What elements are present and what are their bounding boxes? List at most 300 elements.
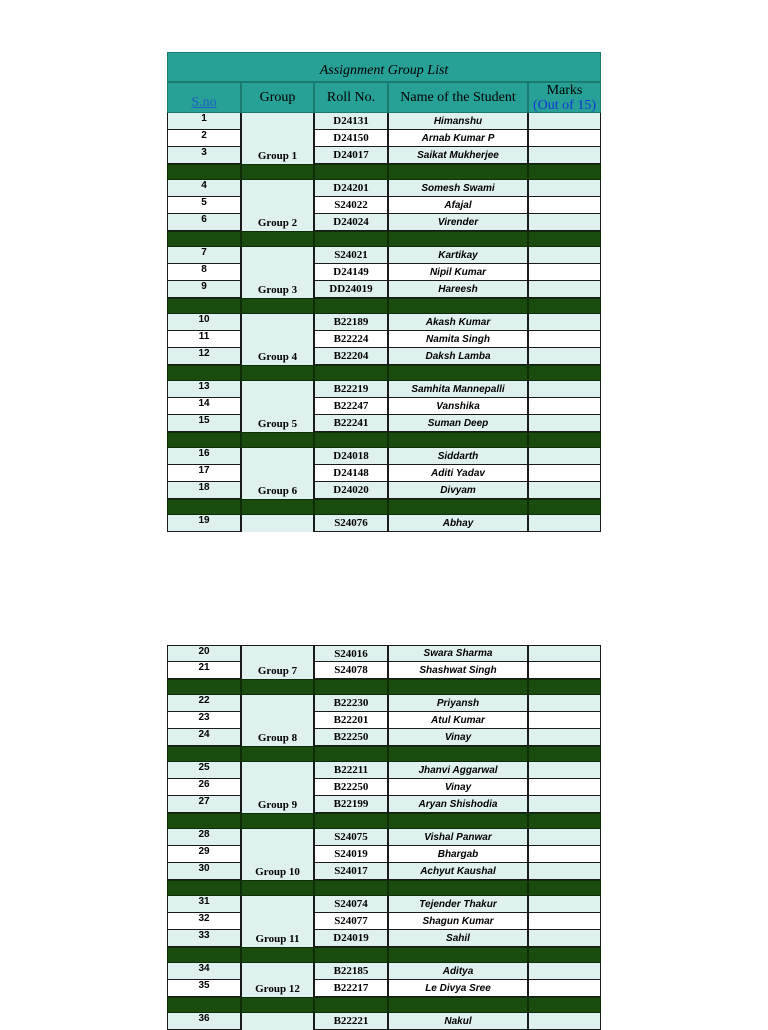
separator-cell [528, 365, 601, 381]
separator-cell [241, 746, 314, 762]
student-name-cell: Vanshika [388, 398, 528, 415]
table-row [167, 415, 601, 432]
roll-cell: B22219 [314, 381, 388, 398]
sno-cell: 28 [167, 829, 241, 846]
separator-cell [314, 947, 388, 963]
roll-cell: D24150 [314, 130, 388, 147]
table-row [167, 896, 601, 913]
group-separator [167, 679, 601, 695]
separator-cell [241, 231, 314, 247]
marks-cell[interactable] [528, 314, 601, 331]
roll-cell: B22250 [314, 729, 388, 746]
group-cell: Group 7 [241, 662, 314, 679]
group-cell [241, 829, 314, 846]
marks-cell[interactable] [528, 829, 601, 846]
separator-cell [241, 298, 314, 314]
group-cell [241, 465, 314, 482]
group-cell [241, 247, 314, 264]
marks-cell[interactable] [528, 448, 601, 465]
marks-cell[interactable] [528, 963, 601, 980]
separator-cell [241, 365, 314, 381]
sno-cell: 7 [167, 247, 241, 264]
roll-cell: B22211 [314, 762, 388, 779]
sno-cell: 27 [167, 796, 241, 813]
table-row [167, 214, 601, 231]
roll-cell: S24076 [314, 515, 388, 532]
student-name-cell: Jhanvi Aggarwal [388, 762, 528, 779]
table-row [167, 729, 601, 746]
table-row [167, 247, 601, 264]
separator-cell [388, 679, 528, 695]
group-separator [167, 164, 601, 180]
roll-cell: B22201 [314, 712, 388, 729]
table-row [167, 662, 601, 679]
roll-cell: B22230 [314, 695, 388, 712]
group-cell [241, 1013, 314, 1030]
marks-cell[interactable] [528, 662, 601, 679]
roll-cell: B22185 [314, 963, 388, 980]
table-row [167, 1013, 601, 1030]
table-row [167, 695, 601, 712]
roll-cell: D24024 [314, 214, 388, 231]
sno-cell: 26 [167, 779, 241, 796]
marks-cell[interactable] [528, 515, 601, 532]
marks-header-scale: (Out of 15) [533, 97, 596, 113]
student-name-cell: Shagun Kumar [388, 913, 528, 930]
group-header: Group [241, 82, 314, 113]
group-cell [241, 130, 314, 147]
roll-cell: D24017 [314, 147, 388, 164]
marks-cell[interactable] [528, 180, 601, 197]
student-name-cell: Nipil Kumar [388, 264, 528, 281]
student-name-cell: Priyansh [388, 695, 528, 712]
group-cell [241, 896, 314, 913]
sno-header[interactable]: S.no [167, 82, 241, 113]
roll-cell: D24148 [314, 465, 388, 482]
sno-cell: 11 [167, 331, 241, 348]
table-row [167, 515, 601, 532]
student-name-cell: Afajal [388, 197, 528, 214]
group-cell: Group 12 [241, 980, 314, 997]
separator-cell [241, 997, 314, 1013]
group-separator [167, 746, 601, 762]
sno-cell: 32 [167, 913, 241, 930]
sno-cell: 31 [167, 896, 241, 913]
separator-cell [528, 432, 601, 448]
separator-cell [528, 997, 601, 1013]
roll-cell: B22247 [314, 398, 388, 415]
student-name-cell: Saikat Mukherjee [388, 147, 528, 164]
separator-cell [241, 880, 314, 896]
separator-cell [167, 880, 241, 896]
table-row [167, 762, 601, 779]
table-row [167, 863, 601, 880]
student-name-cell: Aditya [388, 963, 528, 980]
roll-cell: S24021 [314, 247, 388, 264]
student-name-cell: Himanshu [388, 113, 528, 130]
separator-cell [241, 679, 314, 695]
separator-cell [167, 432, 241, 448]
student-name-cell: Sahil [388, 930, 528, 947]
separator-cell [388, 746, 528, 762]
roll-cell: B22241 [314, 415, 388, 432]
separator-cell [167, 997, 241, 1013]
group-cell: Group 3 [241, 281, 314, 298]
table-row [167, 930, 601, 947]
separator-cell [528, 813, 601, 829]
separator-cell [528, 231, 601, 247]
table-body [167, 113, 601, 532]
student-name-cell: Bhargab [388, 846, 528, 863]
marks-cell[interactable] [528, 913, 601, 930]
group-cell [241, 113, 314, 130]
student-name-cell: Swara Sharma [388, 645, 528, 662]
group-cell: Group 11 [241, 930, 314, 947]
table-row [167, 779, 601, 796]
separator-cell [167, 947, 241, 963]
separator-cell [241, 164, 314, 180]
marks-cell[interactable] [528, 846, 601, 863]
group-cell: Group 4 [241, 348, 314, 365]
table-row [167, 482, 601, 499]
sno-cell: 14 [167, 398, 241, 415]
student-name-cell: Aditi Yadav [388, 465, 528, 482]
sheet-title: Assignment Group List [167, 52, 601, 82]
student-name-cell: Divyam [388, 482, 528, 499]
table-row [167, 712, 601, 729]
sno-cell: 20 [167, 645, 241, 662]
roll-cell: S24022 [314, 197, 388, 214]
marks-cell[interactable] [528, 147, 601, 164]
student-name-cell: Tejender Thakur [388, 896, 528, 913]
marks-cell[interactable] [528, 482, 601, 499]
group-cell [241, 762, 314, 779]
roll-cell: B22224 [314, 331, 388, 348]
separator-cell [167, 298, 241, 314]
marks-cell[interactable] [528, 779, 601, 796]
marks-cell[interactable] [528, 712, 601, 729]
group-cell [241, 645, 314, 662]
table-row [167, 331, 601, 348]
marks-cell[interactable] [528, 695, 601, 712]
separator-cell [528, 880, 601, 896]
marks-cell[interactable] [528, 863, 601, 880]
group-cell [241, 712, 314, 729]
table-row [167, 348, 601, 365]
sno-cell: 10 [167, 314, 241, 331]
separator-cell [388, 997, 528, 1013]
separator-cell [167, 679, 241, 695]
separator-cell [528, 164, 601, 180]
table-row [167, 980, 601, 997]
marks-cell[interactable] [528, 130, 601, 147]
separator-cell [167, 231, 241, 247]
student-name-cell: Abhay [388, 515, 528, 532]
separator-cell [314, 432, 388, 448]
table-row [167, 465, 601, 482]
student-name-cell: Arnab Kumar P [388, 130, 528, 147]
separator-cell [388, 880, 528, 896]
group-cell: Group 2 [241, 214, 314, 231]
roll-cell: S24075 [314, 829, 388, 846]
separator-cell [314, 997, 388, 1013]
group-separator [167, 231, 601, 247]
separator-cell [314, 880, 388, 896]
table-row [167, 314, 601, 331]
table-row [167, 147, 601, 164]
student-name-cell: Namita Singh [388, 331, 528, 348]
marks-cell[interactable] [528, 415, 601, 432]
roll-cell: B22221 [314, 1013, 388, 1030]
sno-cell: 35 [167, 980, 241, 997]
separator-cell [528, 298, 601, 314]
sno-cell: 21 [167, 662, 241, 679]
marks-cell[interactable] [528, 465, 601, 482]
table-row [167, 645, 601, 662]
group-separator [167, 880, 601, 896]
separator-cell [388, 432, 528, 448]
table-row [167, 180, 601, 197]
marks-cell[interactable] [528, 980, 601, 997]
table-row [167, 130, 601, 147]
roll-cell: B22204 [314, 348, 388, 365]
table-row [167, 796, 601, 813]
group-cell: Group 8 [241, 729, 314, 746]
sno-cell: 24 [167, 729, 241, 746]
group-cell: Group 9 [241, 796, 314, 813]
group-list-page-2 [167, 645, 601, 1030]
student-name-cell: Siddarth [388, 448, 528, 465]
separator-cell [388, 813, 528, 829]
separator-cell [241, 432, 314, 448]
group-cell [241, 314, 314, 331]
group-cell: Group 5 [241, 415, 314, 432]
sno-cell: 17 [167, 465, 241, 482]
separator-cell [167, 813, 241, 829]
group-cell [241, 515, 314, 532]
group-cell [241, 264, 314, 281]
table-row [167, 264, 601, 281]
roll-cell: B22199 [314, 796, 388, 813]
roll-cell: B22189 [314, 314, 388, 331]
roll-cell: D24020 [314, 482, 388, 499]
group-cell [241, 197, 314, 214]
student-name-cell: Shashwat Singh [388, 662, 528, 679]
table-row [167, 381, 601, 398]
sno-cell: 36 [167, 1013, 241, 1030]
marks-cell[interactable] [528, 645, 601, 662]
table-body [167, 645, 601, 1030]
header-row [167, 82, 601, 113]
separator-cell [314, 813, 388, 829]
separator-cell [167, 746, 241, 762]
marks-cell[interactable] [528, 113, 601, 130]
student-name-cell: Vishal Panwar [388, 829, 528, 846]
marks-cell[interactable] [528, 398, 601, 415]
roll-cell: D24201 [314, 180, 388, 197]
sno-cell: 34 [167, 963, 241, 980]
student-name-cell: Aryan Shishodia [388, 796, 528, 813]
separator-cell [167, 499, 241, 515]
sno-cell: 22 [167, 695, 241, 712]
student-name-cell: Hareesh [388, 281, 528, 298]
marks-cell[interactable] [528, 281, 601, 298]
student-name-cell: Le Divya Sree [388, 980, 528, 997]
table-row [167, 829, 601, 846]
separator-cell [528, 499, 601, 515]
separator-cell [314, 231, 388, 247]
table-row [167, 113, 601, 130]
separator-cell [314, 746, 388, 762]
group-cell: Group 10 [241, 863, 314, 880]
student-name-cell: Kartikay [388, 247, 528, 264]
group-cell [241, 846, 314, 863]
table-row [167, 197, 601, 214]
marks-header [528, 82, 601, 113]
separator-cell [388, 947, 528, 963]
sno-cell: 5 [167, 197, 241, 214]
roll-cell: DD24019 [314, 281, 388, 298]
group-list-page-1 [167, 52, 601, 532]
group-cell: Group 1 [241, 147, 314, 164]
separator-cell [314, 365, 388, 381]
student-name-cell: Suman Deep [388, 415, 528, 432]
separator-cell [528, 746, 601, 762]
marks-cell[interactable] [528, 331, 601, 348]
separator-cell [528, 947, 601, 963]
group-separator [167, 947, 601, 963]
group-cell [241, 448, 314, 465]
separator-cell [388, 499, 528, 515]
roll-cell: B22217 [314, 980, 388, 997]
sno-cell: 25 [167, 762, 241, 779]
table-row [167, 281, 601, 298]
roll-cell: S24078 [314, 662, 388, 679]
separator-cell [528, 679, 601, 695]
separator-cell [241, 947, 314, 963]
student-name-cell: Akash Kumar [388, 314, 528, 331]
separator-cell [388, 298, 528, 314]
table-row [167, 846, 601, 863]
roll-cell: D24149 [314, 264, 388, 281]
student-name-cell: Vinay [388, 779, 528, 796]
roll-cell: S24016 [314, 645, 388, 662]
group-separator [167, 432, 601, 448]
student-name-cell: Daksh Lamba [388, 348, 528, 365]
roll-cell: S24074 [314, 896, 388, 913]
sno-cell: 12 [167, 348, 241, 365]
group-cell: Group 6 [241, 482, 314, 499]
roll-cell: S24077 [314, 913, 388, 930]
marks-cell[interactable] [528, 896, 601, 913]
sno-cell: 23 [167, 712, 241, 729]
group-separator [167, 813, 601, 829]
group-cell [241, 398, 314, 415]
roll-cell: D24019 [314, 930, 388, 947]
separator-cell [314, 499, 388, 515]
marks-cell[interactable] [528, 214, 601, 231]
student-name-cell: Nakul [388, 1013, 528, 1030]
sno-cell: 1 [167, 113, 241, 130]
student-name-cell: Atul Kumar [388, 712, 528, 729]
marks-cell[interactable] [528, 1013, 601, 1030]
roll-cell: S24019 [314, 846, 388, 863]
sno-cell: 30 [167, 863, 241, 880]
sno-cell: 8 [167, 264, 241, 281]
separator-cell [167, 365, 241, 381]
separator-cell [314, 679, 388, 695]
group-separator [167, 997, 601, 1013]
roll-header: Roll No. [314, 82, 388, 113]
sno-cell: 33 [167, 930, 241, 947]
separator-cell [388, 231, 528, 247]
table-row [167, 963, 601, 980]
sno-cell: 4 [167, 180, 241, 197]
sno-cell: 18 [167, 482, 241, 499]
group-cell [241, 180, 314, 197]
separator-cell [314, 164, 388, 180]
group-separator [167, 499, 601, 515]
table-row [167, 448, 601, 465]
student-name-cell: Virender [388, 214, 528, 231]
roll-cell: D24018 [314, 448, 388, 465]
group-cell [241, 963, 314, 980]
table-row [167, 398, 601, 415]
group-cell [241, 695, 314, 712]
separator-cell [388, 365, 528, 381]
marks-cell[interactable] [528, 348, 601, 365]
marks-header-label: Marks [546, 82, 583, 98]
sno-cell: 2 [167, 130, 241, 147]
student-name-cell: Vinay [388, 729, 528, 746]
marks-cell[interactable] [528, 247, 601, 264]
marks-cell[interactable] [528, 930, 601, 947]
group-separator [167, 365, 601, 381]
marks-cell[interactable] [528, 762, 601, 779]
separator-cell [388, 164, 528, 180]
student-name-cell: Achyut Kaushal [388, 863, 528, 880]
sno-cell: 15 [167, 415, 241, 432]
separator-cell [314, 298, 388, 314]
roll-cell: B22250 [314, 779, 388, 796]
marks-cell[interactable] [528, 197, 601, 214]
sno-cell: 29 [167, 846, 241, 863]
student-name-cell: Samhita Mannepalli [388, 381, 528, 398]
separator-cell [241, 499, 314, 515]
sno-cell: 6 [167, 214, 241, 231]
group-separator [167, 298, 601, 314]
separator-cell [241, 813, 314, 829]
table-row [167, 913, 601, 930]
sno-cell: 3 [167, 147, 241, 164]
sno-cell: 9 [167, 281, 241, 298]
separator-cell [167, 164, 241, 180]
marks-cell[interactable] [528, 729, 601, 746]
marks-cell[interactable] [528, 264, 601, 281]
student-name-cell: Somesh Swami [388, 180, 528, 197]
roll-cell: S24017 [314, 863, 388, 880]
marks-cell[interactable] [528, 796, 601, 813]
marks-cell[interactable] [528, 381, 601, 398]
group-cell [241, 779, 314, 796]
sno-cell: 13 [167, 381, 241, 398]
group-cell [241, 381, 314, 398]
sno-cell: 19 [167, 515, 241, 532]
group-cell [241, 331, 314, 348]
sno-cell: 16 [167, 448, 241, 465]
name-header: Name of the Student [388, 82, 528, 113]
roll-cell: D24131 [314, 113, 388, 130]
